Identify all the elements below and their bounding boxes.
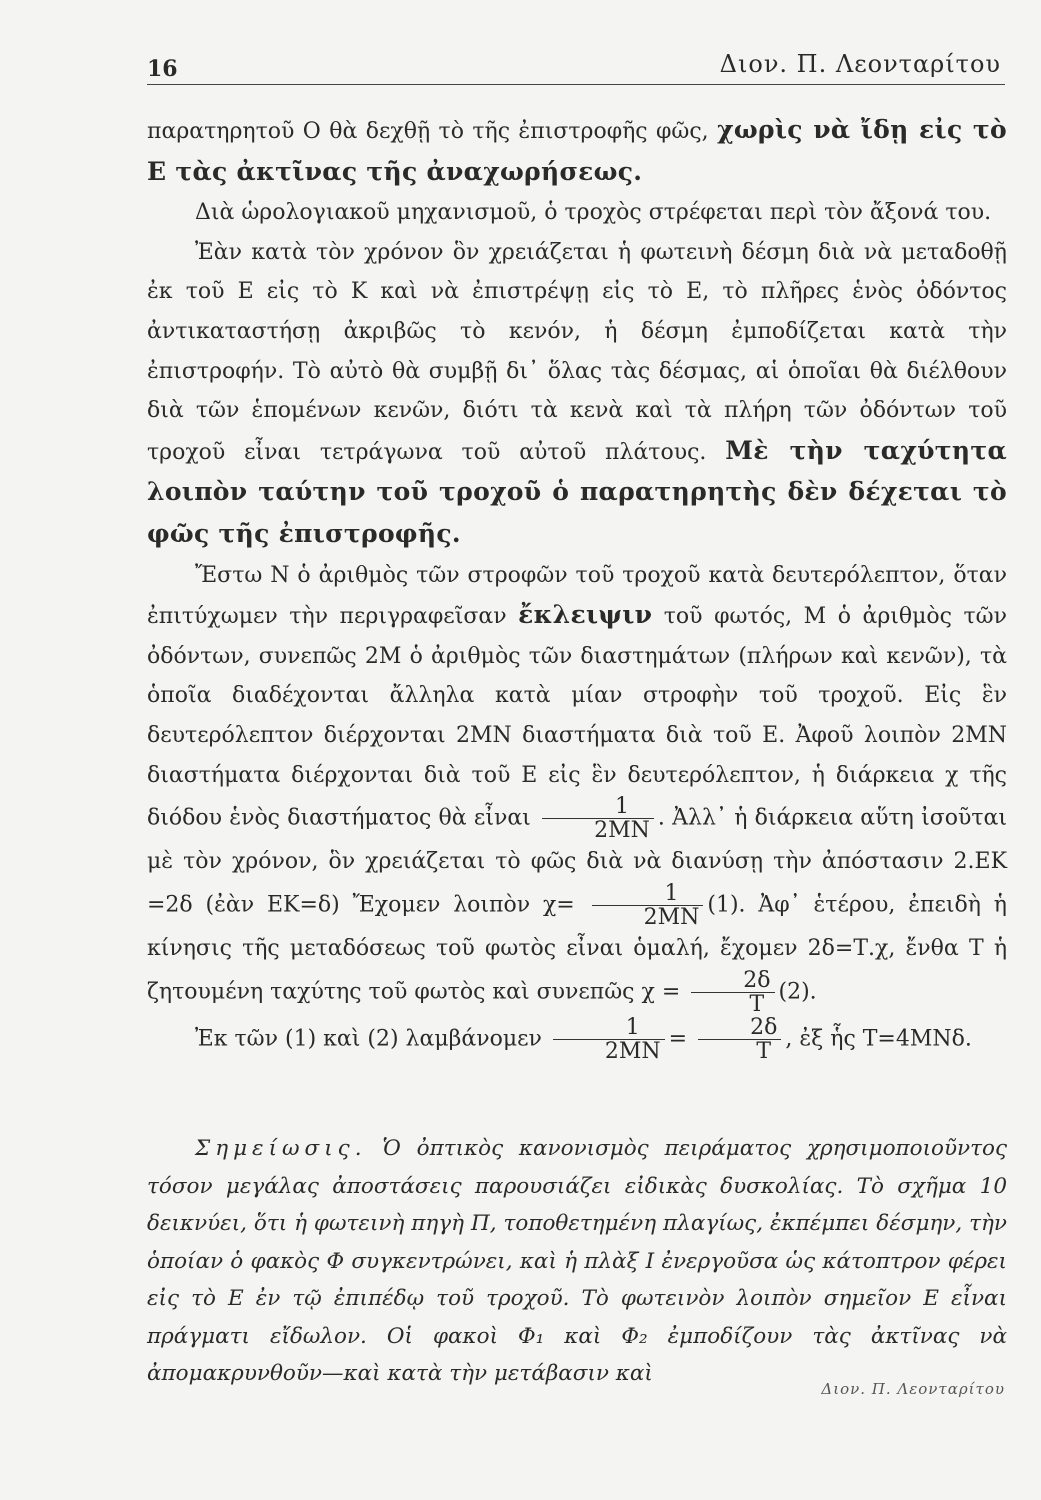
paragraph-3: Ἐὰν κατὰ τὸν χρόνον ὃν χρειάζεται ἡ φωτεινὴ δέσμη διὰ νὰ μεταδοθῇ ἐκ τοῦ Ε εἰς τὸ Κ καὶ νὰ ἐπιστρέψῃ εἰς τὸ Ε, τὸ πλῆρες ἑνὸς ὀδόντος ἀντικαταστήσῃ ἀκριβῶς τὸ κενόν, ἡ δέσμη ἐμποδίζεται κατὰ τὴν ἐπιστροφήν. Τὸ αὐτὸ θὰ συμβῇ δι᾿ ὅλας τὰς δέσμας, αἱ ὁποῖαι θὰ διέλθουν διὰ τῶν ἑπομένων κενῶν, διότι τὰ κενὰ καὶ τὰ πλήρη τῶν ὀδόντων τοῦ τροχοῦ εἶναι τετράγωνα τοῦ αὐτοῦ πλάτους. Μὲ τὴν ταχύτητα λοιπὸν ταύτην τοῦ τροχοῦ ὁ παρατηρητὴς δὲν δέχεται τὸ φῶς τῆς ἐπιστροφῆς.	[147, 239, 1007, 548]
fraction-1-over-2mn: $\frac{1}{2MN}$	[553, 1016, 665, 1063]
fraction-1-over-2mn: $\frac{1}{2MN}$	[592, 882, 704, 929]
paragraph-4: Ἔστω Ν ὁ ἀριθμὸς τῶν στροφῶν τοῦ τροχοῦ κατὰ δευτερόλεπτον, ὅταν ἐπιτύχωμεν τὴν περιγραφεῖσαν ἔκλειψιν τοῦ φωτός, Μ ὁ ἀριθμὸς τῶν ὀδόντων, συνεπῶς 2Μ ὁ ἀριθμὸς τῶν διαστημάτων (πλήρων καὶ κενῶν), τὰ ὁποῖα διαδέχονται ἄλληλα κατὰ μίαν στροφὴν τοῦ τροχοῦ. Εἰς ἓν δευτερόλεπτον διέρχονται 2ΜΝ διαστήματα διὰ τοῦ Ε. Ἀφοῦ λοιπὸν 2ΜΝ διαστήματα διέρχονται διὰ τοῦ Ε εἰς ἓν δευτερόλεπτον, ἡ διάρκεια χ τῆς διόδου ἑνὸς διαστήματος θὰ εἶναι $\frac{1}{2MN}$ . Ἀλλ᾿ ἡ διάρκεια αὕτη ἰσοῦται μὲ τὸν χρόνον, ὃν χρειάζεται τὸ φῶς διὰ νὰ διανύσῃ τὴν ἀπόστασιν 2.ΕΚ =2δ (ἐὰν ΕΚ=δ) Ἔχομεν λοιπὸν χ= $\frac{1}{2MN}$ (1). Ἀφ᾿ ἑτέρου, ἐπειδὴ ἡ κίνησις τῆς μεταδόσεως τοῦ φωτὸς εἶναι ὁμαλή, ἔχομεν 2δ=Τ.χ, ἔνθα Τ ἡ ζητουμένη ταχύτης τοῦ φωτὸς καὶ συνεπῶς χ = $\frac{2\delta}{T}$ (2).	[147, 562, 1008, 1017]
note-text: Ὁ ὀπτικὸς κανονισμὸς πειράματος χρησιμοποιοῦντος τόσον μεγάλας ἀποστάσεις παρουσιάζει εἰδικὰς δυσκολίας. Τὸ σχῆμα 10 δεικνύει, ὅτι ἡ φωτεινὴ πηγὴ Π, τοποθετημένη πλαγίως, ἐκπέμπει δέσμην, τὴν ὁποίαν ὁ φακὸς Φ συγκεντρώνει, καὶ ἡ πλὰξ Ι ἐνεργοῦσα ὡς κάτοπτρον φέρει εἰς τὸ Ε ἐν τῷ ἐπιπέδῳ τοῦ τροχοῦ. Τὸ φωτεινὸν λοιπὸν σημεῖον Ε εἶναι πράγματι εἴδωλον. Οἱ φακοὶ Φ₁ καὶ Φ₂ ἐμποδίζουν τὰς ἀκτῖνας νὰ ἀπομακρυνθοῦν—καὶ κατὰ τὴν μετάβασιν καὶ	[147, 1136, 1007, 1386]
page-number: 16	[147, 56, 178, 82]
paragraph-5: Ἐκ τῶν (1) καὶ (2) λαμβάνομεν $\frac{1}{2MN}$ = $\frac{2\delta}{T}$ , ἐξ ἧς Τ=4ΜΝδ.	[195, 1014, 972, 1064]
footer-signature: Διον. Π. Λεονταρίτου	[821, 1380, 1005, 1398]
paragraph-1: παρατηρητοῦ Ο θὰ δεχθῇ τὸ τῆς ἐπιστροφῆς φῶς, χωρὶς νὰ ἴδῃ εἰς τὸ Ε τὰς ἀκτῖνας τῆς ἀναχωρήσεως.	[147, 115, 1007, 186]
note-label: Σημείωσις.	[195, 1136, 367, 1161]
emphasis-word: ἔκλειψιν	[518, 600, 653, 630]
emphasis-text: Μὲ τὴν ταχύτητα λοιπὸν ταύτην τοῦ τροχοῦ ὁ παρατηρητὴς δὲν δέχεται τὸ φῶς τῆς ἐπιστροφῆς.	[147, 435, 1007, 548]
page-header	[147, 44, 1005, 85]
paragraph-2: Διὰ ὡρολογιακοῦ μηχανισμοῦ, ὁ τροχὸς στρέφεται περὶ τὸν ἄξονά του.	[195, 200, 992, 226]
emphasis-text: χωρὶς νὰ ἴδῃ εἰς τὸ Ε τὰς ἀκτῖνας τῆς ἀναχωρήσεως.	[147, 115, 1007, 186]
fraction-2d-over-t: $\frac{2\delta}{T}$	[691, 969, 774, 1016]
fraction-2d-over-t: $\frac{2\delta}{T}$	[698, 1016, 781, 1063]
body-text	[147, 110, 1007, 1063]
fraction-1-over-2mn: $\frac{1}{2MN}$	[542, 795, 654, 842]
running-head: Διον. Π. Λεονταρίτου	[719, 50, 1001, 78]
note-section	[147, 1130, 1007, 1393]
